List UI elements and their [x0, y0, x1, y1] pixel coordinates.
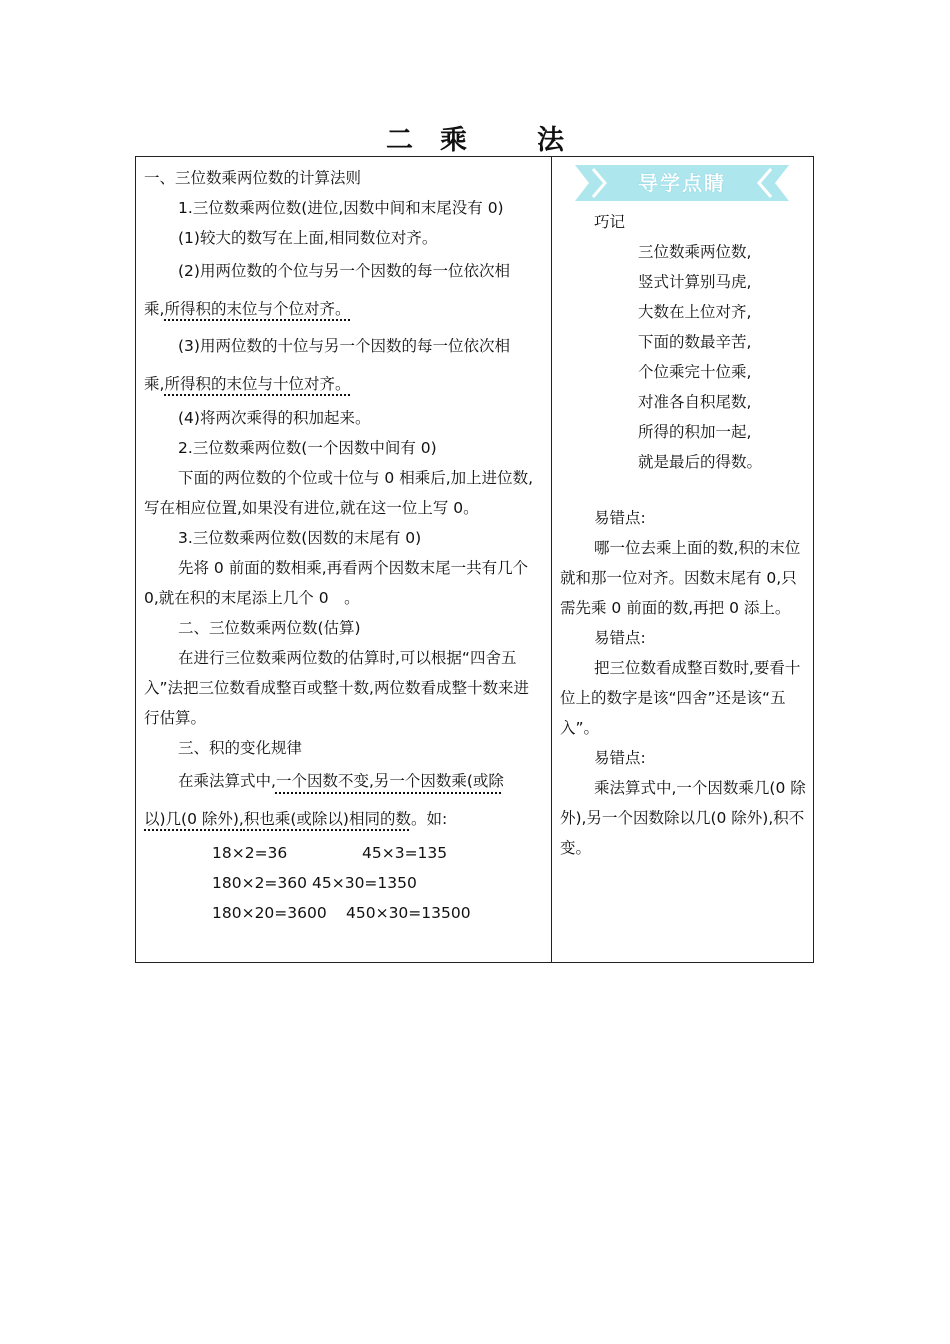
- page-title: [0, 118, 950, 157]
- example-row: [144, 868, 542, 898]
- rule-2-heading: 2.三位数乘两位数(一个因数中间有 0): [178, 439, 437, 457]
- mnemonic-label: 巧记: [594, 213, 626, 231]
- verse-line: 三位数乘两位数,: [638, 243, 752, 261]
- verse-line: 对准各自积尾数,: [638, 393, 752, 411]
- rule-1-step-c-line2: [144, 366, 542, 404]
- rule-1-heading: 1.三位数乘两位数(进位,因数中间和末尾没有 0): [178, 199, 504, 217]
- section-3-line2-suffix: 。如:: [410, 809, 448, 828]
- rule-1-step-a: (1)较大的数写在上面,相同数位对齐。: [178, 229, 438, 247]
- column-divider: [551, 157, 552, 962]
- section-3-line1: [144, 763, 542, 801]
- section-3-line1-emphasis: 一个因数不变,另一个因数乘(或除: [275, 772, 504, 790]
- example-row: [144, 898, 542, 928]
- page-title-part1: 二 乘: [386, 125, 467, 156]
- rule-1-step-c-line1: (3)用两位数的十位与另一个因数的每一位依次相: [178, 337, 510, 355]
- example-row: [144, 838, 542, 868]
- section-heading-2: 二、三位数乘两位数(估算): [178, 619, 361, 637]
- tip-text: 乘法算式中,一个因数乘几(0 除外),另一个因数除以几(0 除外),积不变。: [560, 779, 806, 857]
- right-column: [560, 157, 810, 863]
- verse-line: 大数在上位对齐,: [638, 303, 752, 321]
- page-title-part2: 法: [537, 125, 564, 156]
- tip-label: 易错点:: [594, 509, 646, 527]
- rule-1-step-c-prefix: 乘,: [144, 374, 165, 393]
- content-table: [135, 156, 814, 963]
- rule-1-step-c-emphasis: 所得积的末位与十位对齐。: [164, 374, 351, 393]
- verse-line: 下面的数最辛苦,: [638, 333, 752, 351]
- rule-1-step-b-emphasis: 所得积的末位与个位对齐。: [164, 299, 351, 318]
- example-right: 45×3=135: [362, 844, 448, 862]
- mnemonic-verse: [560, 237, 810, 477]
- left-column: [144, 163, 542, 928]
- rule-3-text: 先将 0 前面的数相乘,再看两个因数末尾一共有几个 0,就在积的末尾添上几个 0 。: [144, 559, 529, 607]
- rule-1-step-b: [144, 253, 542, 328]
- section-2-text: 在进行三位数乘两位数的估算时,可以根据“四舍五入”法把三位数看成整百或整十数,两位数看成整十数来进行估算。: [144, 649, 529, 727]
- verse-line: 所得的积加一起,: [638, 423, 752, 441]
- example-list: [144, 838, 542, 928]
- verse-line: 竖式计算别马虎,: [638, 273, 752, 291]
- tip-text: 把三位数看成整百数时,要看十位上的数字是该“四舍”还是该“五入”。: [560, 659, 801, 737]
- banner-title: 导学点睛: [638, 171, 726, 195]
- rule-2-text: 下面的两位数的个位或十位与 0 相乘后,加上进位数,写在相应位置,如果没有进位,就在这一位上写 0。: [144, 469, 534, 517]
- section-heading-1: 一、三位数乘两位数的计算法则: [144, 169, 362, 187]
- rule-1-step-b-line1: (2)用两位数的个位与另一个因数的每一位依次相: [178, 262, 510, 280]
- example-left: 180×20=3600: [212, 904, 327, 922]
- guide-banner: [575, 165, 789, 201]
- verse-line: 就是最后的得数。: [638, 453, 763, 471]
- rule-1-step-d: (4)将两次乘得的积加起来。: [178, 409, 371, 427]
- section-3-line2-emphasis-a: 以)几(0 除外),: [144, 809, 244, 828]
- section-3-text: [144, 763, 542, 838]
- example-right: 45×30=1350: [312, 874, 417, 892]
- section-3-line1-prefix: 在乘法算式中,: [178, 772, 276, 790]
- section-3-line2-emphasis-b: 积也乘(或除以)相同的数: [243, 809, 411, 828]
- section-heading-3: 三、积的变化规律: [178, 739, 303, 757]
- tip-label: 易错点:: [594, 749, 646, 767]
- tip-label: 易错点:: [594, 629, 646, 647]
- tip-text: 哪一位去乘上面的数,积的末位就和那一位对齐。因数末尾有 0,只需先乘 0 前面的数,再把 0 添上。: [560, 539, 801, 617]
- example-right: 450×30=13500: [346, 904, 471, 922]
- rule-1-step-b-line2: [144, 291, 542, 329]
- verse-line: 个位乘完十位乘,: [638, 363, 752, 381]
- section-3-line2: [144, 801, 542, 839]
- example-left: 180×2=360: [212, 874, 308, 892]
- rule-3-heading: 3.三位数乘两位数(因数的末尾有 0): [178, 529, 422, 547]
- example-left: 18×2=36: [212, 844, 288, 862]
- rule-1-step-c: [144, 328, 542, 403]
- rule-1-step-b-prefix: 乘,: [144, 299, 165, 318]
